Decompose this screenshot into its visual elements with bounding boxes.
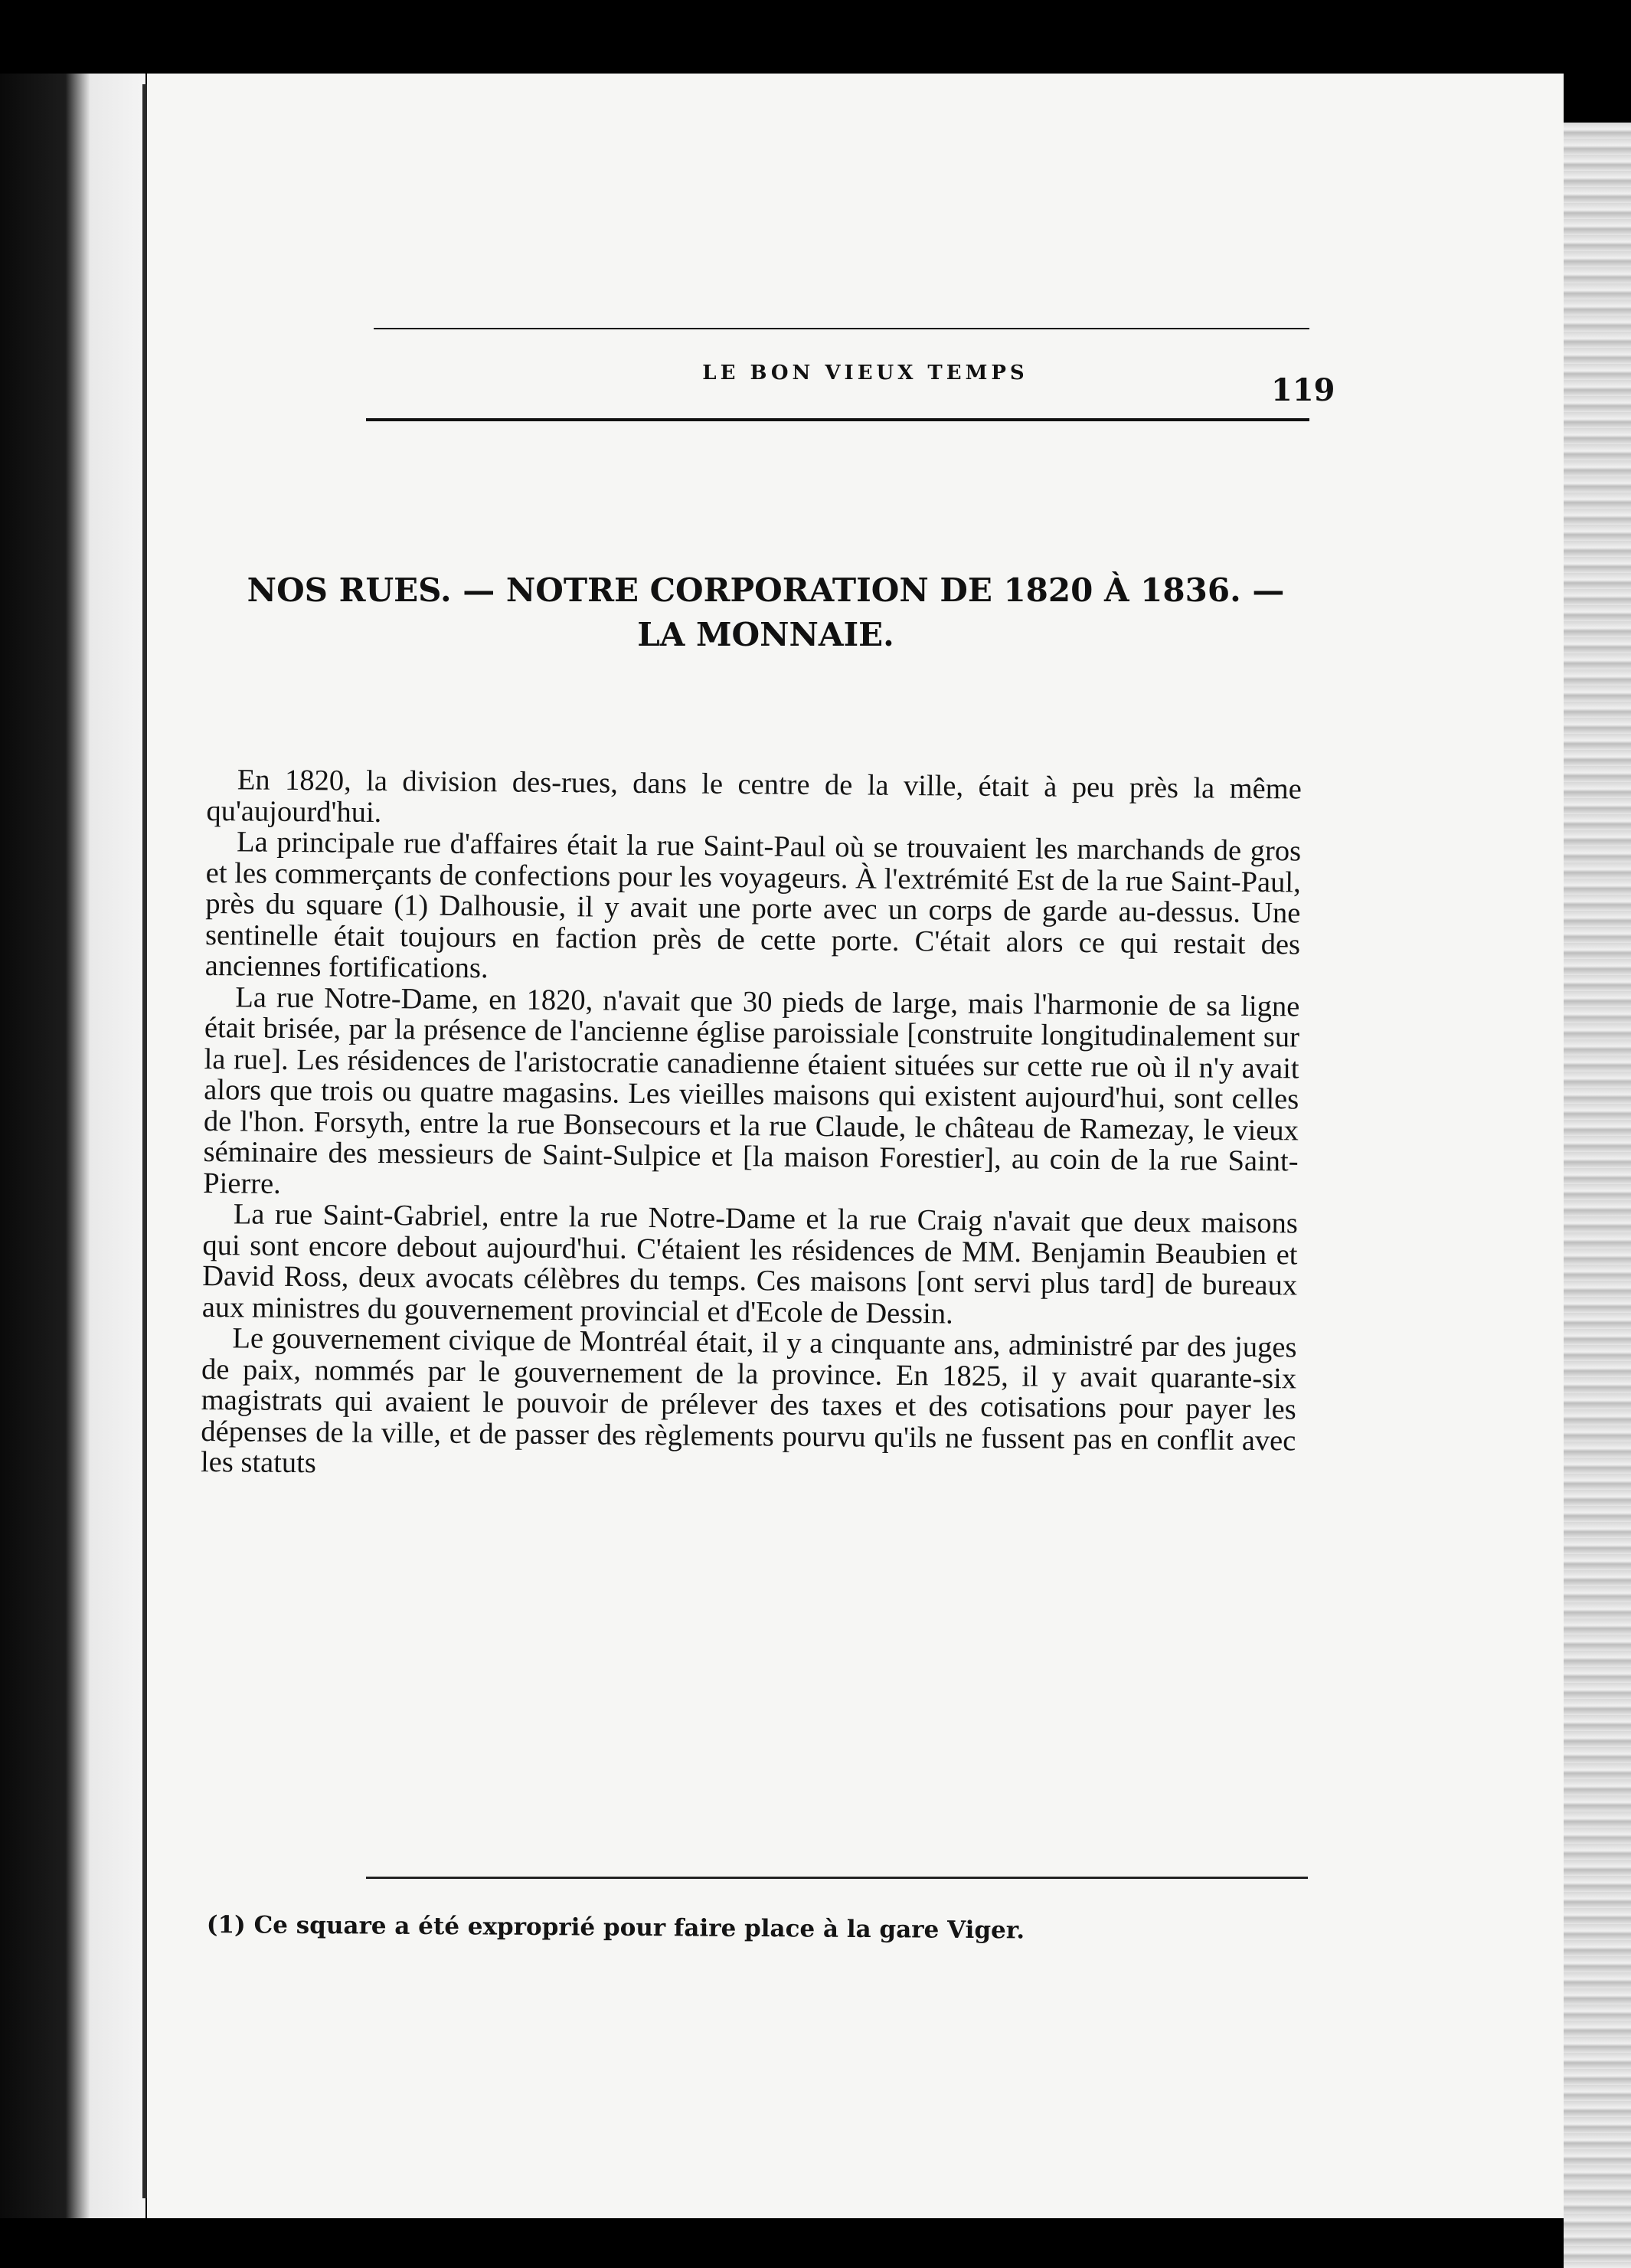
paragraph: La rue Notre-Dame, en 1820, n'avait que 30 pieds de large, mais l'harmonie de sa ligne était brisée, par la présence de l'ancienne église paroissiale [construite longitudinalement sur la rue]. Les résidences de l'aristocratie canadienne étaient situées sur cette rue où il n'y avait alors que trois ou quatre magasins. Les vieilles maisons qui existent aujourd'hui, sont celles de l'hon. Forsyth, entre la rue Bonsecours et la rue Claude, le château de Ramezay, le vieux séminaire des messieurs de Saint-Sulpice et [la maison Forestier], au coin de la rue Saint-Pierre. xyxy=(203,980,1300,1200)
header-top-rule xyxy=(374,328,1309,329)
footnote-rule xyxy=(366,1877,1308,1879)
paragraph: En 1820, la division des-rues, dans le centre de la ville, était à peu près la même qu'aujourd'hui. xyxy=(206,764,1302,829)
paragraph: La principale rue d'affaires était la rue Saint-Paul où se trouvaient les marchands de gros et les commerçants de confections pour les voyageurs. À l'extrémité Est de la rue Saint-Paul, près du square (1) Dalhousie, il y avait une porte avec un corps de garde au-dessus. Une sentinelle était toujours en faction près de cette porte. C'était alors ce qui restait des anciennes fortifications. xyxy=(204,826,1302,985)
chapter-title xyxy=(207,568,1325,657)
paragraph: Le gouvernement civique de Montréal était, il y a cinquante ans, administré par des juges de paix, nommés par le gouvernement de la province. En 1825, il y avait quarante-six magistrats qui avaient le pouvoir de prélever des taxes et des cotisations pour payer les dépenses de la ville, et de passer des règlements pourvu qu'ils ne fussent pas en conflit avec les statuts xyxy=(200,1322,1297,1480)
chapter-title-line-1: NOS RUES. — NOTRE CORPORATION DE 1820 À 1836. — xyxy=(247,571,1285,609)
facing-page-edge xyxy=(0,74,145,2218)
footnote: (1) Ce square a été exproprié pour faire place à la gare Viger. xyxy=(206,1911,1025,1945)
running-header: LE BON VIEUX TEMPS xyxy=(702,362,1028,385)
page-stack-edge xyxy=(1564,123,1631,2268)
body-text xyxy=(201,764,1302,1487)
header-bottom-rule xyxy=(366,418,1309,421)
paragraph: La rue Saint-Gabriel, entre la rue Notre-Dame et la rue Craig n'avait que deux maisons qui sont encore debout aujourd'hui. C'étaient les résidences de MM. Benjamin Beaubien et David Ross, deux avocats célèbres du temps. Ces maisons [ont servi plus tard] de bureaux aux ministres du gouvernement provincial et d'Ecole de Dessin. xyxy=(201,1198,1299,1330)
page-number: 119 xyxy=(1271,372,1335,408)
chapter-title-line-2: LA MONNAIE. xyxy=(637,616,894,653)
